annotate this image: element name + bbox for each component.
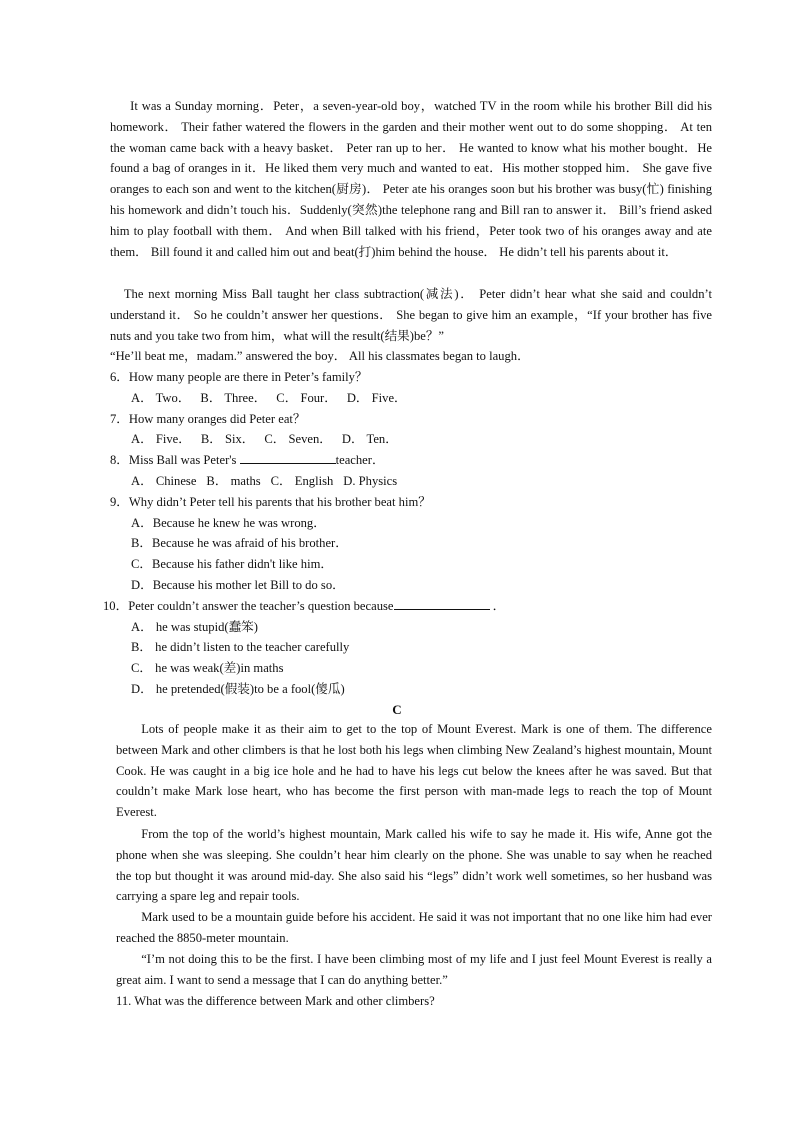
question-text-before: Miss Ball was Peter's [128, 453, 240, 467]
question-8 [110, 450, 385, 471]
question-9-option-c: C．Because his father didn't like him． [131, 557, 333, 571]
question-10-option-b: B． he didn’t listen to the teacher carefully [131, 640, 350, 654]
question-11: 11. What was the difference between Mark and other climbers? [116, 994, 435, 1008]
question-7-options [131, 429, 398, 450]
answer-blank [240, 451, 336, 464]
section-heading: C [392, 702, 402, 717]
question-9-option-d: D．Because his mother let Bill to do so． [131, 578, 345, 592]
question-text: How many people are there in Peter’s family？ [128, 370, 368, 384]
question-text-after: teacher． [335, 453, 385, 467]
question-text-before: Peter couldn’t answer the teacher’s question because [128, 599, 394, 613]
option-d: D． Five． [346, 391, 407, 405]
question-9 [110, 492, 431, 513]
question-10 [103, 596, 505, 617]
question-10-option-c: C． he was weak(差)in maths [131, 661, 284, 675]
question-text: Why didn’t Peter tell his parents that his brother beat him？ [128, 495, 431, 509]
question-number: 8． [110, 453, 129, 467]
question-9-option-b: B．Because he was afraid of his brother． [131, 536, 348, 550]
question-8-options [131, 471, 397, 492]
option-b: B． maths [206, 474, 261, 488]
passage-paragraph-1: It was a Sunday morning．Peter，a seven-year-old boy，watched TV in the room while his brother Bill did his homework． Their father watered the flowers in the garden and their mother went out to do some shopping． At ten the woman came back with a heavy basket． Peter ran up to her． He wanted to know what his mother bought．He found a bag of oranges in it．He liked them very much and wanted to eat．His mother stopped him． She gave five oranges to each son and went to the kitchen(厨房)． Peter ate his oranges soon but his brother was busy(忙) finishing his homework and didn’t touch his．Suddenly(突然)the telephone rang and Bill ran to answer it． Bill’s friend asked him to play football with them． And when Bill talked with his friend，Peter took two of his oranges away and ate them． Bill found it and called him out and beat(打)him behind the house． He didn’t tell his parents about it． [110, 99, 712, 259]
answer-blank [394, 597, 490, 610]
question-6 [110, 367, 368, 388]
question-number: 6． [110, 370, 129, 384]
option-c: C． Four． [276, 391, 337, 405]
option-b: B． Six． [200, 432, 255, 446]
option-a: A． Chinese [131, 474, 197, 488]
question-6-options [131, 388, 407, 409]
option-d: D. Physics [343, 474, 398, 488]
passage-paragraph-2: The next morning Miss Ball taught her class subtraction(减法)． Peter didn’t hear what she said and couldn’t understand it． So he couldn’t answer her questions． She began to give him an example，“If your brother has five nuts and you take two from him，what will the result(结果)be？” [110, 287, 712, 343]
question-number: 9． [110, 495, 129, 509]
question-text: How many oranges did Peter eat？ [128, 412, 306, 426]
option-c: C． Seven． [264, 432, 332, 446]
passage-paragraph-3: “He’ll beat me，madam.” answered the boy． All his classmates began to laugh． [110, 349, 530, 363]
section-c-paragraph-4: “I’m not doing this to be the first. I have been climbing most of my life and I just feel Mount Everest is really a great aim. I want to send a message that I can do anything better.” [116, 952, 712, 987]
option-a: A． Two． [131, 391, 191, 405]
question-10-option-a: A． he was stupid(蠢笨) [131, 620, 258, 634]
section-c-paragraph-2: From the top of the world’s highest mountain, Mark called his wife to say he made it. His wife, Anne got the phone when she was sleeping. She couldn’t hear him clearly on the phone. She was unable to say when he reached the top but thought it was around mid-day. She also said his “legs” didn’t work well sometimes, so her husband was carrying a spare leg and repair tools. [116, 827, 712, 904]
option-d: D． Ten． [341, 432, 398, 446]
option-c: C． English [270, 474, 334, 488]
question-number: 10． [103, 599, 129, 613]
question-10-option-d: D． he pretended(假装)to be a fool(傻瓜) [131, 682, 345, 696]
section-c-paragraph-3: Mark used to be a mountain guide before his accident. He said it was not important that no one like him had ever reached the 8850-meter mountain. [116, 910, 712, 945]
option-a: A． Five． [131, 432, 191, 446]
question-number: 7． [110, 412, 129, 426]
question-9-option-a: A．Because he knew he was wrong． [131, 516, 326, 530]
section-c-paragraph-1: Lots of people make it as their aim to get to the top of Mount Everest. Mark is one of them. The difference between Mark and other climbers is that he lost both his legs when climbing New Zealand’s highest mountain, Mount Cook. He was caught in a big ice hole and he had to have his legs cut below the knees after he was saved. But that couldn’t make Mark lose heart, who has become the first person with man-made legs to reach the top of Mount Everest. [116, 722, 712, 820]
option-b: B． Three． [200, 391, 267, 405]
question-text-after: ． [489, 599, 506, 613]
question-7 [110, 409, 306, 430]
